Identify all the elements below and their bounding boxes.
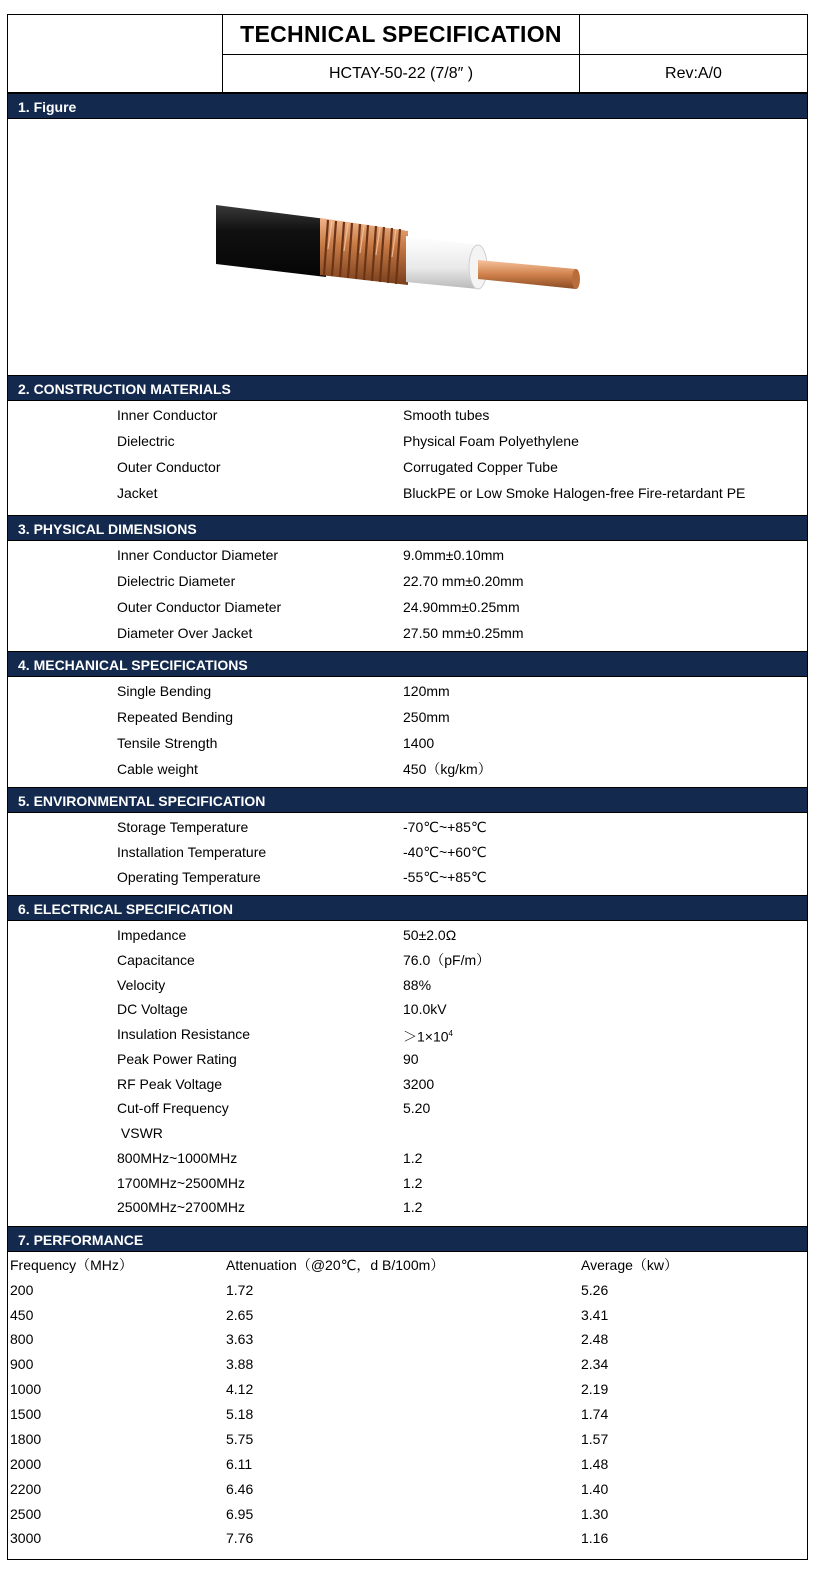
table-row: 1800 5.75 1.57	[10, 1431, 609, 1447]
section-mechanical-title: 4. MECHANICAL SPECIFICATIONS	[8, 651, 807, 677]
section-environmental-title: 5. ENVIRONMENTAL SPECIFICATION	[8, 787, 807, 813]
table-row: 1700MHz~2500MHz 1.2	[117, 1175, 423, 1191]
table-row: 2200 6.46 1.40	[10, 1481, 609, 1497]
table-row: VSWR	[117, 1125, 163, 1141]
table-row: RF Peak Voltage 3200	[117, 1076, 435, 1092]
table-row: Single Bending 120mm	[117, 683, 450, 699]
table-row: Outer Conductor Diameter 24.90mm±0.25mm	[117, 599, 520, 615]
table-row: 1500 5.18 1.74	[10, 1406, 609, 1422]
table-row: Dielectric Physical Foam Polyethylene	[117, 433, 579, 449]
table-row: Velocity 88%	[117, 977, 432, 993]
table-row: DC Voltage 10.0kV	[117, 1001, 447, 1017]
table-row: 800MHz~1000MHz 1.2	[117, 1150, 423, 1166]
table-row: Operating Temperature -55℃~+85℃	[117, 869, 487, 885]
section-construction-title: 2. CONSTRUCTION MATERIALS	[8, 375, 807, 401]
table-row: Insulation Resistance $>1\times 10^4$	[117, 1026, 453, 1045]
table-row: 800 3.63 2.48	[10, 1331, 609, 1347]
table-row: Installation Temperature -40℃~+60℃	[117, 844, 487, 860]
table-row: Tensile Strength 1400	[117, 735, 435, 751]
column-header-average: Average（kw）	[581, 1257, 679, 1273]
coaxial-cable-image	[8, 119, 807, 375]
section-electrical-title: 6. ELECTRICAL SPECIFICATION	[8, 895, 807, 921]
header-blank-cell	[580, 15, 807, 55]
table-row: Inner Conductor Smooth tubes	[117, 407, 490, 423]
model-number: HCTAY-50-22 (7/8″ )	[223, 55, 580, 93]
table-row: 1000 4.12 2.19	[10, 1381, 609, 1397]
cable-figure	[8, 119, 807, 375]
spec-sheet	[7, 14, 808, 1560]
table-row: 3000 7.76 1.16	[10, 1530, 609, 1546]
table-row: Inner Conductor Diameter 9.0mm±0.10mm	[117, 547, 505, 563]
table-row: 2500MHz~2700MHz 1.2	[117, 1199, 423, 1215]
table-row: Diameter Over Jacket 27.50 mm±0.25mm	[117, 625, 524, 641]
table-row: 200 1.72 5.26	[10, 1282, 609, 1298]
table-row: 450 2.65 3.41	[10, 1307, 609, 1323]
document-title: TECHNICAL SPECIFICATION	[223, 15, 580, 55]
column-header-frequency: Frequency（MHz）	[10, 1257, 133, 1273]
table-row: 900 3.88 2.34	[10, 1356, 609, 1372]
performance-header-row	[8, 1254, 807, 1276]
table-row: Cable weight 450（kg/km）	[117, 761, 492, 777]
header	[8, 15, 807, 93]
logo-cell	[8, 15, 223, 93]
table-row: 2000 6.11 1.48	[10, 1456, 609, 1472]
table-row: Capacitance 76.0（pF/m）	[117, 952, 491, 968]
table-row: Impedance 50±2.0Ω	[117, 927, 457, 943]
table-row: Outer Conductor Corrugated Copper Tube	[117, 459, 558, 475]
revision: Rev:A/0	[580, 55, 807, 93]
section-figure-title: 1. Figure	[8, 93, 807, 119]
table-row: Cut-off Frequency 5.20	[117, 1100, 431, 1116]
table-row: Jacket BluckPE or Low Smoke Halogen-free Fire-retardant PE	[117, 485, 746, 501]
table-row: Repeated Bending 250mm	[117, 709, 450, 725]
table-row: 2500 6.95 1.30	[10, 1506, 609, 1522]
table-row: Dielectric Diameter 22.70 mm±0.20mm	[117, 573, 524, 589]
section-physical-title: 3. PHYSICAL DIMENSIONS	[8, 515, 807, 541]
section-performance-title: 7. PERFORMANCE	[8, 1226, 807, 1252]
column-header-attenuation: Attenuation（@20℃，d B/100m）	[226, 1257, 445, 1273]
table-row: Peak Power Rating 90	[117, 1051, 419, 1067]
table-row: Storage Temperature -70℃~+85℃	[117, 819, 487, 835]
